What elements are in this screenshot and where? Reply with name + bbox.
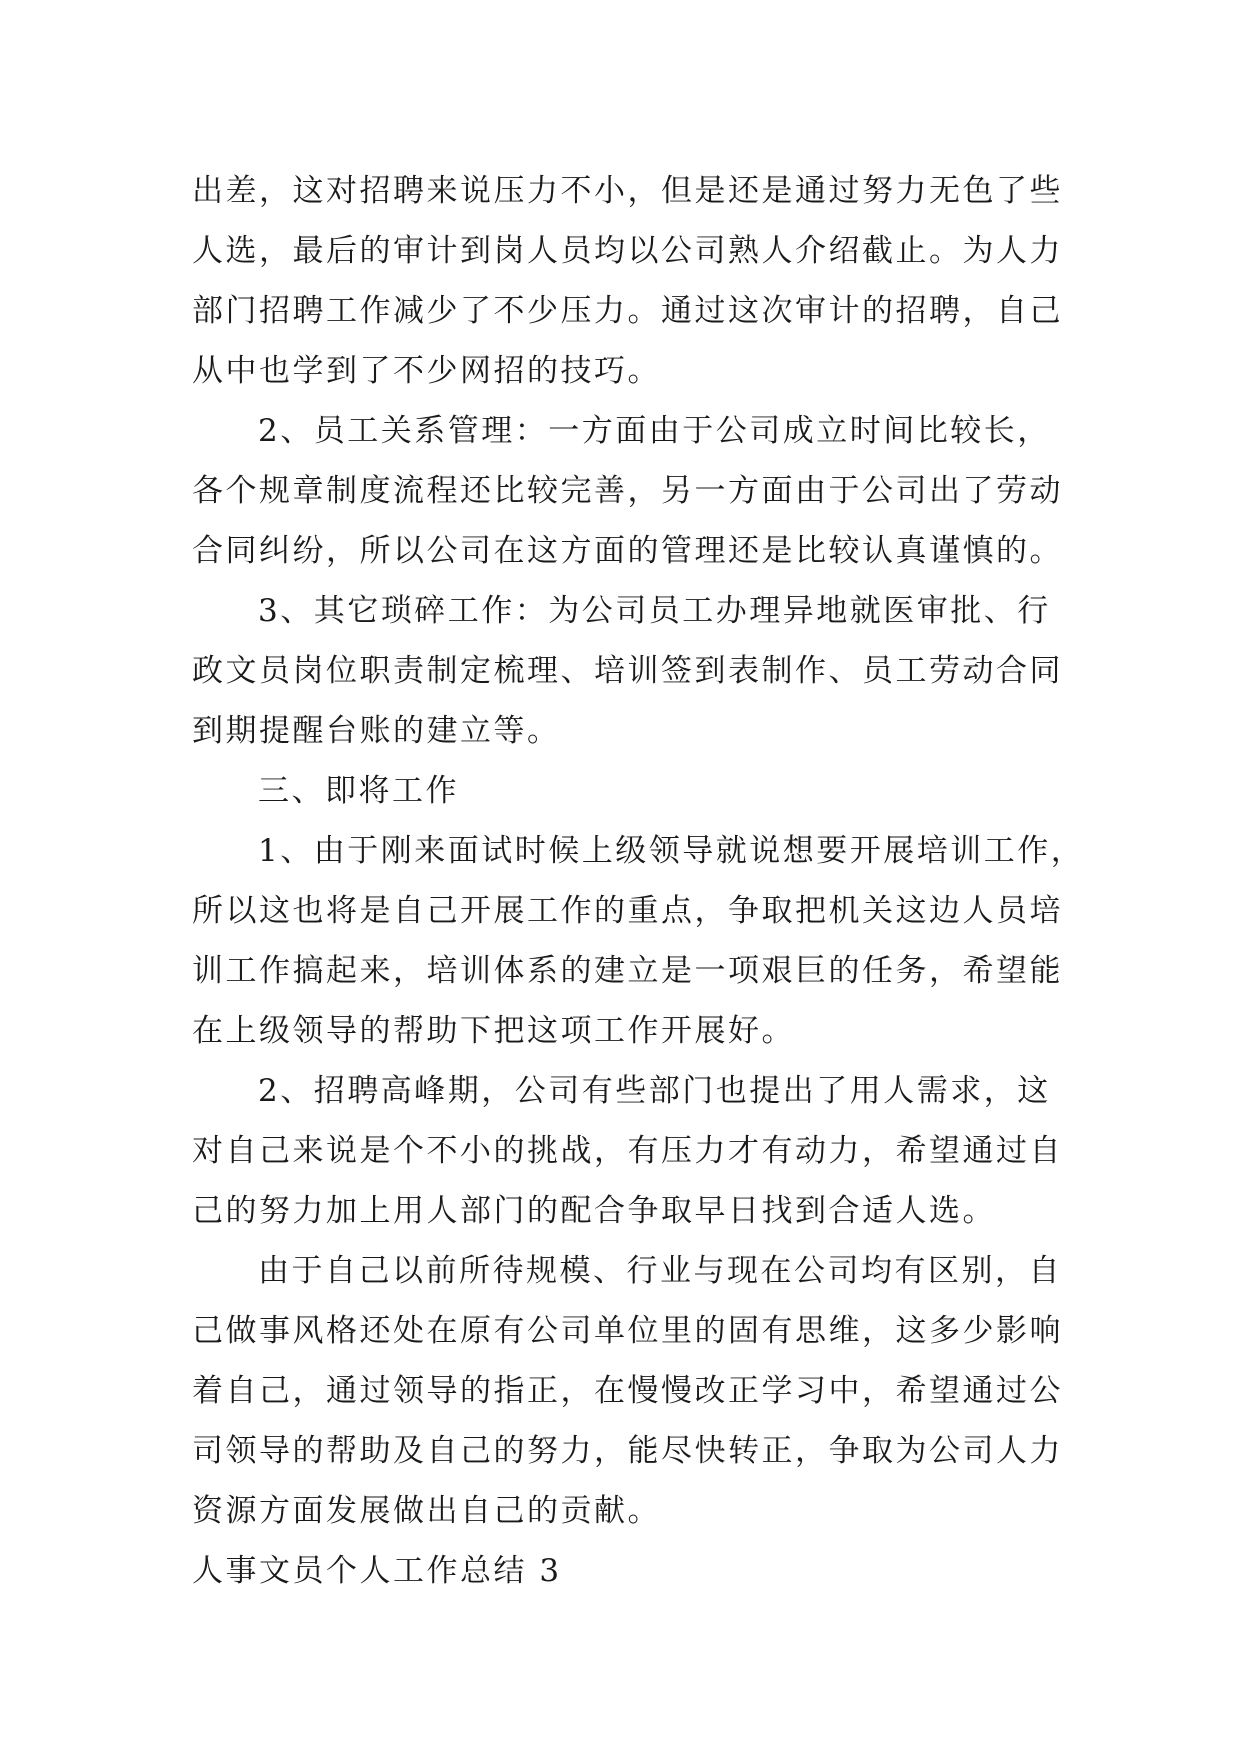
text-line: 对自己来说是个不小的挑战，有压力才有动力，希望通过自 [192, 1133, 1063, 1169]
paragraph [192, 161, 1072, 401]
paragraph [192, 1061, 1072, 1241]
text-line: 部门招聘工作减少了不少压力。通过这次审计的招聘，自己 [192, 293, 1063, 329]
text-line: 2、员工关系管理：一方面由于公司成立时间比较长， [258, 413, 1051, 449]
text-line: 所以这也将是自己开展工作的重点，争取把机关这边人员培 [192, 893, 1063, 929]
text-line: 各个规章制度流程还比较完善，另一方面由于公司出了劳动 [192, 473, 1063, 509]
paragraph [192, 1241, 1072, 1541]
text-line: 到期提醒台账的建立等。 [192, 713, 561, 749]
text-line: 合同纠纷，所以公司在这方面的管理还是比较认真谨慎的。 [192, 533, 1063, 569]
text-line: 己做事风格还处在原有公司单位里的固有思维，这多少影响 [192, 1313, 1063, 1349]
text-line: 在上级领导的帮助下把这项工作开展好。 [192, 1013, 795, 1049]
text-line: 三、即将工作 [258, 773, 459, 809]
section-heading [192, 1541, 1072, 1601]
text-line: 3、其它琐碎工作：为公司员工办理异地就医审批、行 [258, 593, 1051, 629]
text-line: 司领导的帮助及自己的努力，能尽快转正，争取为公司人力 [192, 1433, 1063, 1469]
text-line: 着自己，通过领导的指正，在慢慢改正学习中，希望通过公 [192, 1373, 1063, 1409]
text-line: 资源方面发展做出自己的贡献。 [192, 1493, 661, 1529]
text-line: 政文员岗位职责制定梳理、培训签到表制作、员工劳动合同 [192, 653, 1063, 689]
paragraph [192, 821, 1085, 1061]
text-line: 人事文员个人工作总结 3 [192, 1553, 562, 1589]
text-line: 出差，这对招聘来说压力不小，但是还是通过努力无色了些 [192, 173, 1063, 209]
paragraph [192, 581, 1072, 761]
text-line: 训工作搞起来，培训体系的建立是一项艰巨的任务，希望能 [192, 953, 1063, 989]
document-body [192, 161, 1085, 1601]
paragraph [192, 761, 1072, 821]
text-line: 1、由于刚来面试时候上级领导就说想要开展培训工作， [258, 833, 1085, 869]
text-line: 人选，最后的审计到岗人员均以公司熟人介绍截止。为人力 [192, 233, 1063, 269]
text-line: 己的努力加上用人部门的配合争取早日找到合适人选。 [192, 1193, 996, 1229]
paragraph [192, 401, 1072, 581]
text-line: 从中也学到了不少网招的技巧。 [192, 353, 661, 389]
text-line: 2、招聘高峰期，公司有些部门也提出了用人需求，这 [258, 1073, 1051, 1109]
text-line: 由于自己以前所待规模、行业与现在公司均有区别，自 [258, 1253, 1062, 1289]
